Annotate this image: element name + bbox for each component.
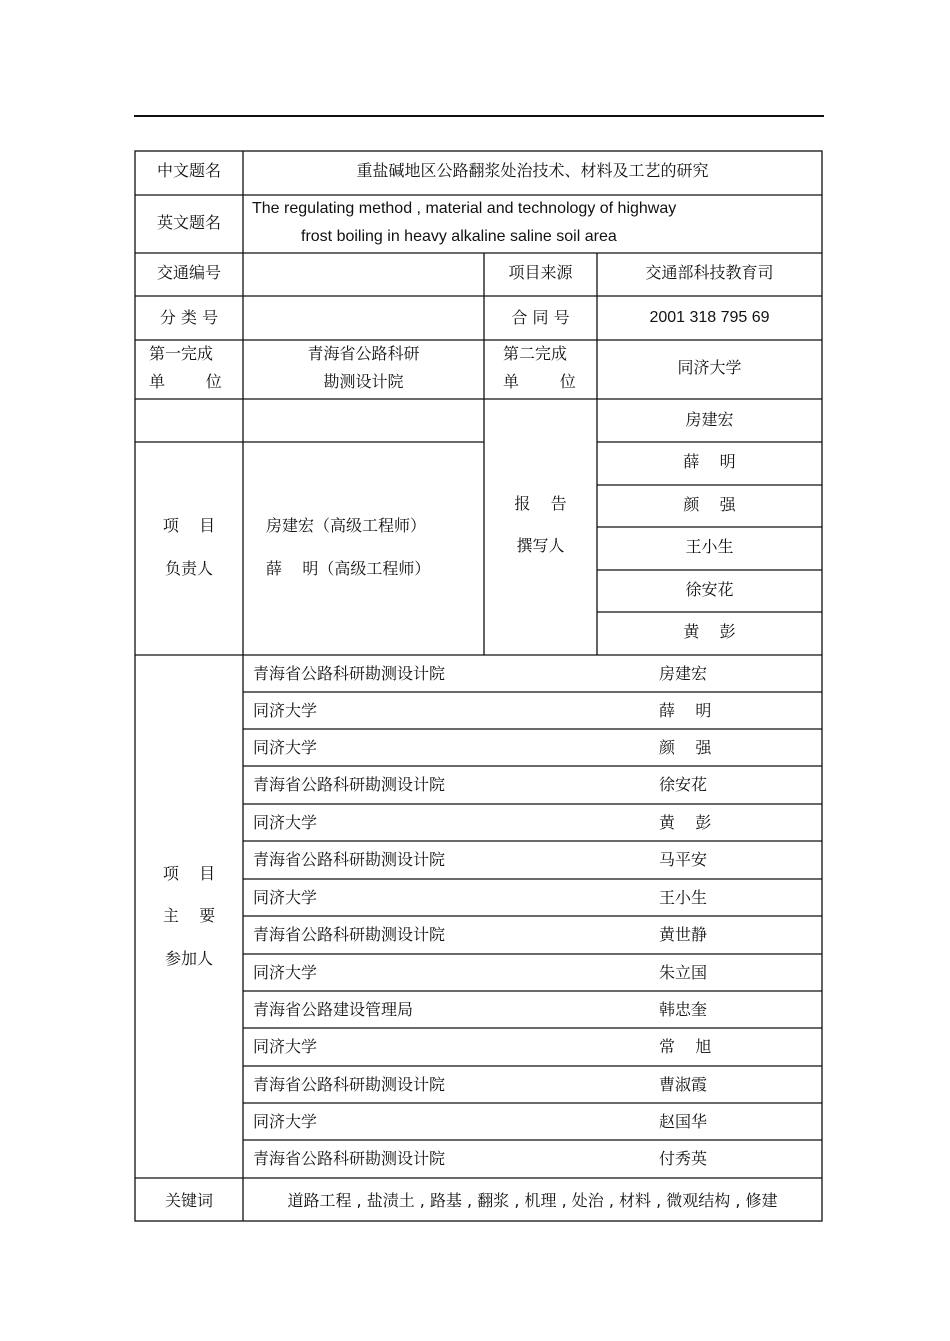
second-unit-label-1: 第二完成 [503,344,568,363]
en-title-line-2: frost boiling in heavy alkaline saline soil area [301,228,617,245]
participant-name: 曹淑霞 [659,1074,708,1094]
writer-name: 王小生 [685,537,734,556]
participant-org: 同济大学 [253,962,318,982]
header-rule [134,115,824,117]
contract-no-value: 2001 318 795 69 [649,309,770,326]
project-source-value: 交通部科技教育司 [645,263,774,282]
first-unit-label-1: 第一完成 [149,344,214,363]
participant-name: 黄 彭 [659,812,712,832]
writers-label-1: 报 告 [514,494,567,513]
en-title-label: 英文题名 [156,213,221,232]
participant-name: 常 旭 [659,1037,712,1056]
leaders-label-2: 负责人 [164,559,213,578]
participant-name: 房建宏 [659,663,708,683]
writer-name: 薛 明 [683,452,736,471]
participant-org: 青海省公路科研勘测设计院 [253,1074,446,1094]
participant-org: 青海省公路科研勘测设计院 [253,925,446,944]
participant-name: 薛 明 [659,700,712,720]
participants-label-2: 主 要 [162,906,216,925]
traffic-no-label: 交通编号 [156,263,221,282]
writer-name: 房建宏 [685,410,734,429]
keywords-label: 关键词 [164,1191,213,1210]
writer-name: 徐安花 [685,580,734,599]
contract-no-label: 合 同 号 [511,308,570,327]
participant-name: 徐安花 [659,775,708,794]
first-unit-value-2: 勘测设计院 [323,372,404,391]
participant-name: 韩忠奎 [659,999,708,1019]
participants-label-1: 项 目 [162,864,216,883]
class-no-label: 分 类 号 [159,308,219,327]
participant-name: 黄世静 [659,925,708,944]
participant-org: 同济大学 [253,1111,318,1131]
participants-label-3: 参加人 [164,949,213,968]
leader-1: 房建宏（高级工程师） [266,516,427,535]
participant-name: 颜 强 [659,737,712,757]
participant-org: 青海省公路科研勘测设计院 [253,775,446,794]
participant-name: 马平安 [659,850,708,869]
zh-title-value: 重盐碱地区公路翻浆处治技术、材料及工艺的研究 [356,161,709,180]
participant-org: 同济大学 [253,737,318,757]
second-unit-value: 同济大学 [677,358,742,377]
en-title-line-1: The regulating method , material and technology of highway [252,200,677,217]
second-unit-label-2: 单 位 [503,372,576,391]
participant-name: 朱立国 [659,962,708,982]
keywords-value: 道路工程 , 盐渍土 , 路基 , 翻浆 , 机理 , 处治 , 材料 , 微观结构 , 修建 [287,1191,778,1210]
project-source-label: 项目来源 [508,263,573,282]
participant-name: 付秀英 [659,1149,708,1168]
participant-org: 同济大学 [253,1037,318,1056]
writers-label-2: 撰写人 [516,536,565,555]
participant-org: 青海省公路科研勘测设计院 [253,850,446,869]
participant-org: 青海省公路科研勘测设计院 [253,1149,446,1168]
writer-name: 黄 彭 [683,622,736,641]
writer-name: 颜 强 [683,495,736,514]
leader-2: 薛 明（高级工程师） [266,559,431,578]
first-unit-value-1: 青海省公路科研 [307,344,420,363]
participant-org: 同济大学 [253,812,318,832]
participant-org: 青海省公路科研勘测设计院 [253,663,446,683]
first-unit-label-2: 单 位 [149,372,222,391]
participant-name: 王小生 [659,887,708,907]
participant-org: 同济大学 [253,887,318,907]
participant-org: 青海省公路建设管理局 [253,999,414,1019]
participant-org: 同济大学 [253,700,318,720]
leaders-label-1: 项 目 [162,516,216,535]
participant-name: 赵国华 [659,1111,708,1131]
zh-title-label: 中文题名 [156,161,221,180]
